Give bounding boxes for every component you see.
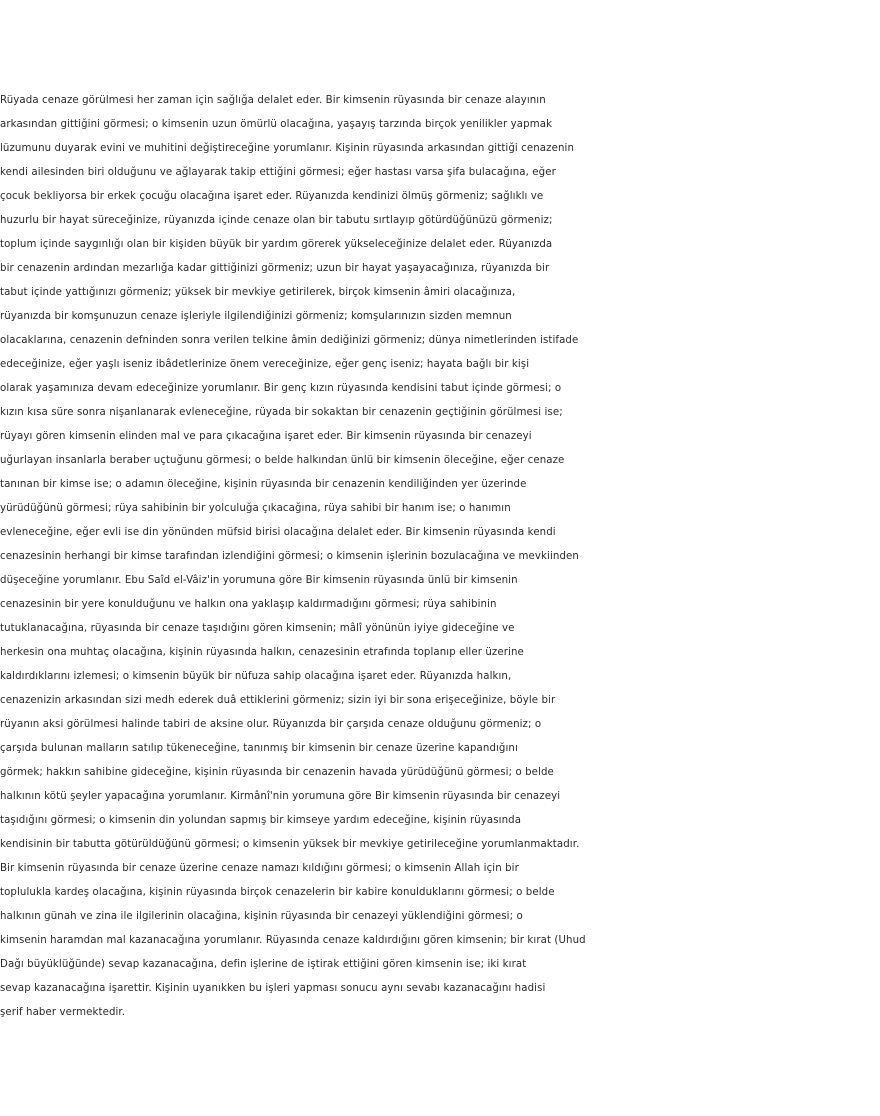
text-line: halkının günah ve zina ile ilgilerinin olacağına, kişinin rüyasında bir cenazeyi yüklendiğini görmesi; o <box>0 911 523 922</box>
text-line: halkının kötü şeyler yapacağına yorumlanır. Kirmânî'nin yorumuna göre Bir kimsenin rüyasında bir cenazeyi <box>0 791 561 802</box>
text-line: yürüdüğünü görmesi; rüya sahibinin bir yolculuğa çıkacağına, rüya sahibi bir hanım ise; o hanımın <box>0 503 511 514</box>
text-line: olarak yaşamınıza devam edeceğinize yorumlanır. Bir genç kızın rüyasında kendisini tabut içinde görmesi; o <box>0 383 562 394</box>
text-line: kendi ailesinden biri olduğunu ve ağlayarak takip ettiğini görmesi; eğer hastası varsa şifa bulacağına, eğer <box>0 167 556 178</box>
text-line: uğurlayan insanlarla beraber uçtuğunu görmesi; o belde halkından ünlü bir kimsenin öleceğine, eğer cenaze <box>0 455 565 466</box>
text-line: evleneceğine, eğer evli ise din yönünden müfsid birisi olacağına delalet eder. Bir kimsenin rüyasında kendi <box>0 527 556 538</box>
text-line: herkesin ona muhtaç olacağına, kişinin rüyasında halkın, cenazesinin etrafında toplanıp eller üzerine <box>0 647 524 658</box>
text-line: sevap kazanacağına işarettir. Kişinin uyanıkken bu işleri yapması sonucu aynı sevabı kazanacağını hadisi <box>0 983 546 994</box>
text-line: olacaklarına, cenazenin defninden sonra verilen telkine âmin dediğinizi görmeniz; dünya nimetlerinden istifade <box>0 335 579 346</box>
text-line: tabut içinde yattığınızı görmeniz; yüksek bir mevkiye getirilerek, birçok kimsenin âmiri olacağınıza, <box>0 287 516 298</box>
text-line: Rüyada cenaze görülmesi her zaman için sağlığa delalet eder. Bir kimsenin rüyasında bir cenaze alayının <box>0 95 546 106</box>
text-line: huzurlu bir hayat süreceğinize, rüyanızda içinde cenaze olan bir tabutu sırtlayıp götürdüğünüzü görmeniz; <box>0 215 553 226</box>
text-line: cenazesinin bir yere konulduğunu ve halkın ona yaklaşıp kaldırmadığını görmesi; rüya sahibinin <box>0 599 497 610</box>
text-line: kimsenin haramdan mal kazanacağına yorumlanır. Rüyasında cenaze kaldırdığını gören kimsenin; bir kırat (Uhud <box>0 935 586 946</box>
text-line: çarşıda bulunan malların satılıp tükeneceğine, tanınmış bir kimsenin bir cenaze üzerine kapandığını <box>0 743 518 754</box>
text-line: arkasından gittiğini görmesi; o kimsenin uzun ömürlü olacağına, yaşayış tarzında birçok yenilikler yapmak <box>0 119 553 130</box>
text-line: cenazenizin arkasından sizi medh ederek duâ ettiklerini görmeniz; sizin iyi bir sona erişeceğinize, böyle bir <box>0 695 556 706</box>
text-line: Dağı büyüklüğünde) sevap kazanacağına, defin işlerine de iştirak ettiğini gören kimsenin ise; iki kırat <box>0 959 527 970</box>
text-line: şerif haber vermektedir. <box>0 1007 126 1018</box>
article-body <box>0 89 880 1025</box>
text-line: kızın kısa süre sonra nişanlanarak evleneceğine, rüyada bir sokaktan bir cenazenin geçtiğinin görülmesi ise; <box>0 407 563 418</box>
text-line: rüyanızda bir komşunuzun cenaze işleriyle ilgilendiğinizi görmeniz; komşularınızın sizden memnun <box>0 311 512 322</box>
text-line: taşıdığını görmesi; o kimsenin din yolundan sapmış bir kimseye yardım edeceğine, kişinin rüyasında <box>0 815 522 826</box>
text-line: görmek; hakkın sahibine gideceğine, kişinin rüyasında bir cenazenin havada yürüdüğünü görmesi; o belde <box>0 767 554 778</box>
text-line: kendisinin bir tabutta götürüldüğünü görmesi; o kimsenin yüksek bir mevkiye getirileceğine yorumlanmaktadır. <box>0 839 580 850</box>
text-line: bir cenazenin ardından mezarlığa kadar gittiğinizi görmeniz; uzun bir hayat yaşayacağınıza, rüyanızda bir <box>0 263 550 274</box>
text-line: rüyanın aksi görülmesi halinde tabiri de aksine olur. Rüyanızda bir çarşıda cenaze olduğunu görmeniz; o <box>0 719 542 730</box>
text-line: tutuklanacağına, rüyasında bir cenaze taşıdığını gören kimsenin; mâlî yönünün iyiye gideceğine ve <box>0 623 515 634</box>
text-line: düşeceğine yorumlanır. Ebu Saîd el-Vâiz'in yorumuna göre Bir kimsenin rüyasında ünlü bir kimsenin <box>0 575 518 586</box>
text-line: toplum içinde saygınlığı olan bir kişiden büyük bir yardım görerek yükseleceğinize delalet eder. Rüyanızda <box>0 239 553 250</box>
text-line: kaldırdıklarını izlemesi; o kimsenin büyük bir nüfuza sahip olacağına işaret eder. Rüyanızda halkın, <box>0 671 512 682</box>
text-line: rüyayı gören kimsenin elinden mal ve para çıkacağına işaret eder. Bir kimsenin rüyasında bir cenazeyi <box>0 431 532 442</box>
text-line: lüzumunu duyarak evini ve muhitini değiştireceğine yorumlanır. Kişinin rüyasında arkasından gittiği cenazenin <box>0 143 575 154</box>
text-line: edeceğinize, eğer yaşlı iseniz ibâdetlerinize önem vereceğinize, eğer genç iseniz; hayata bağlı bir kişi <box>0 359 530 370</box>
text-line: toplulukla kardeş olacağına, kişinin rüyasında birçok cenazelerin bir kabire konulduklarını görmesi; o belde <box>0 887 555 898</box>
text-line: tanınan bir kimse ise; o adamın öleceğine, kişinin rüyasında bir cenazenin kendiliğinden yer üzerinde <box>0 479 527 490</box>
text-line: Bir kimsenin rüyasında bir cenaze üzerine cenaze namazı kıldığını görmesi; o kimsenin Allah için bir <box>0 863 519 874</box>
text-line: cenazesinin herhangi bir kimse tarafından izlendiğini görmesi; o kimsenin işlerinin bozulacağına ve mevkiinden <box>0 551 579 562</box>
text-line: çocuk bekliyorsa bir erkek çocuğu olacağına işaret eder. Rüyanızda kendinizi ölmüş görmeniz; sağlıklı ve <box>0 191 544 202</box>
